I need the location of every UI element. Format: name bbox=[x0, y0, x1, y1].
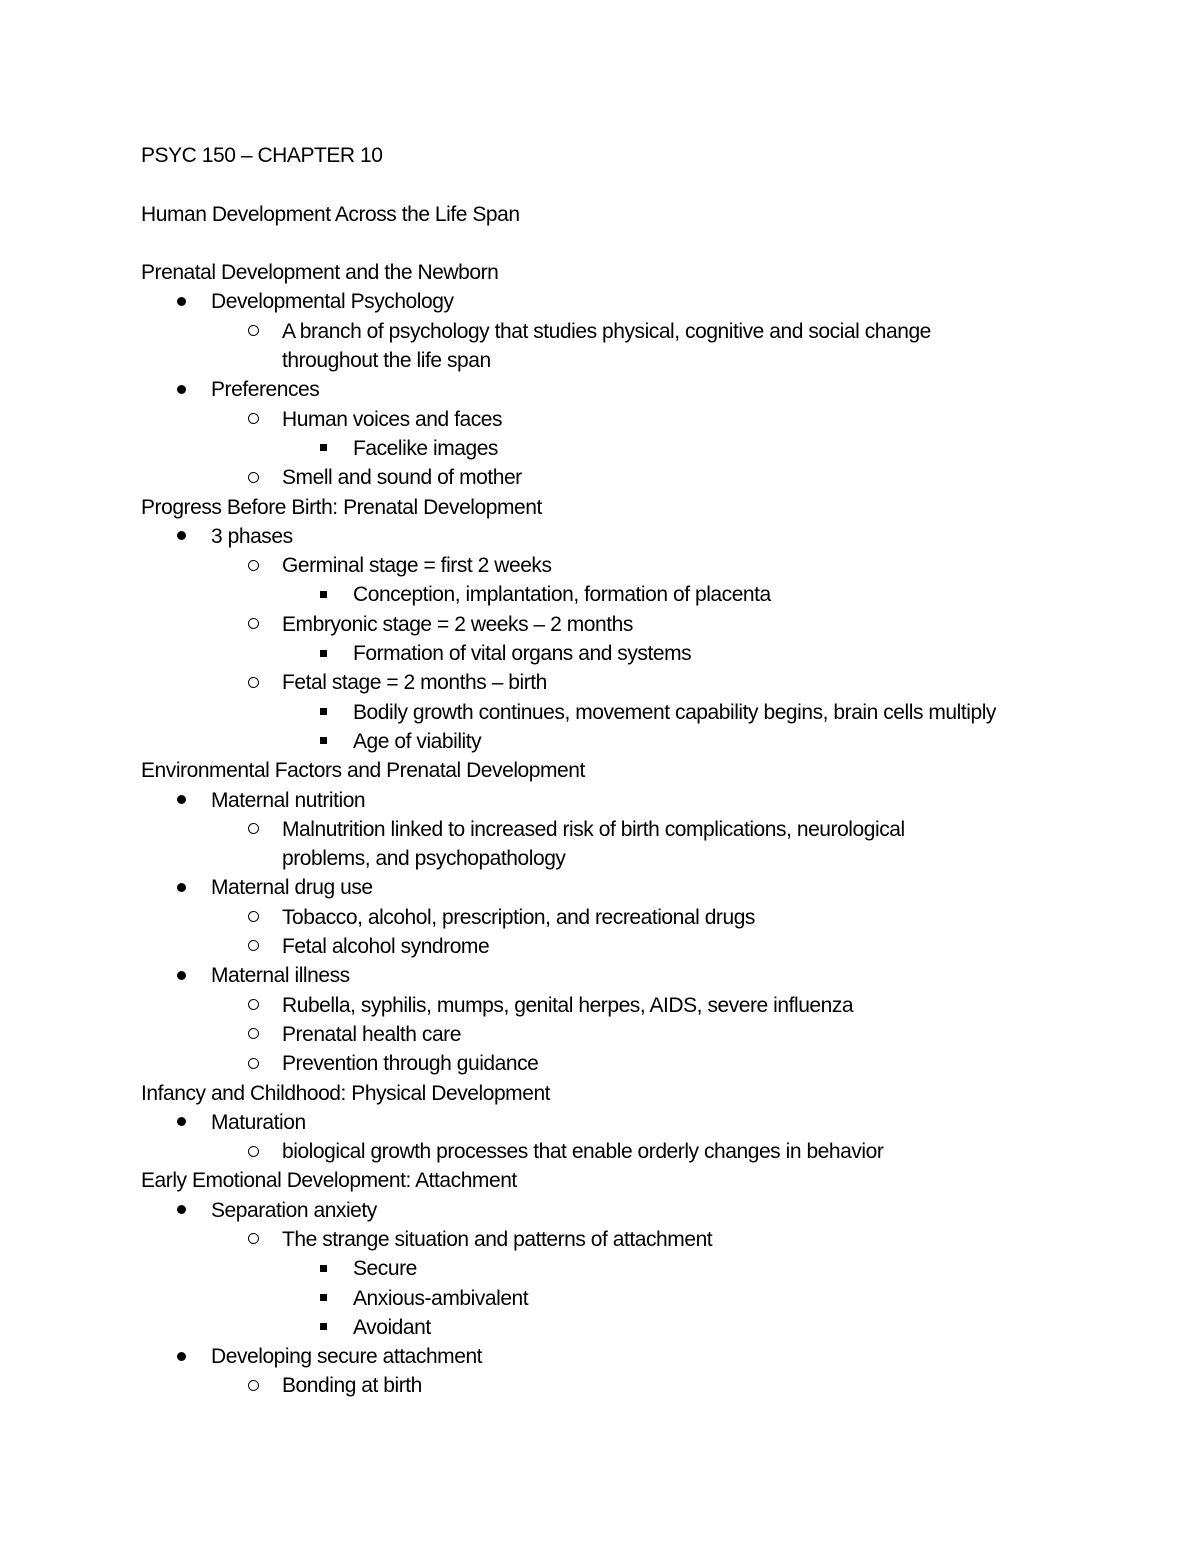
list-item bbox=[141, 346, 1141, 375]
line-text: Maternal illness bbox=[211, 964, 350, 988]
line-text: Bodily growth continues, movement capability begins, brain cells multiply bbox=[353, 700, 996, 724]
line-text: Fetal alcohol syndrome bbox=[282, 935, 490, 959]
blank-line bbox=[141, 170, 1141, 199]
line-text: Preferences bbox=[211, 378, 320, 402]
line-text: Developing secure attachment bbox=[211, 1345, 483, 1369]
bullet-dot-icon bbox=[171, 1342, 191, 1371]
bullet-dot-icon bbox=[171, 522, 191, 551]
chapter-title: Human Development Across the Life Span bbox=[141, 202, 520, 226]
line-text: The strange situation and patterns of attachment bbox=[282, 1227, 713, 1251]
line-text: Facelike images bbox=[353, 436, 498, 460]
bullet-square-icon bbox=[313, 698, 333, 727]
section-heading bbox=[141, 493, 1141, 522]
line-text: Conception, implantation, formation of placenta bbox=[353, 583, 771, 607]
section-heading bbox=[141, 756, 1141, 785]
line-text: Human voices and faces bbox=[282, 407, 503, 431]
list-item bbox=[141, 287, 1141, 316]
line-text: Malnutrition linked to increased risk of birth complications, neurological bbox=[282, 817, 905, 841]
list-item bbox=[141, 903, 1141, 932]
bullet-dot-icon bbox=[171, 1108, 191, 1137]
bullet-circle-icon bbox=[243, 1049, 263, 1078]
line-text: biological growth processes that enable orderly changes in behavior bbox=[282, 1140, 884, 1164]
list-item bbox=[141, 639, 1141, 668]
line-text: Prenatal health care bbox=[282, 1022, 461, 1046]
bullet-dot-icon bbox=[171, 375, 191, 404]
line-text: 3 phases bbox=[211, 524, 293, 548]
line-text: Bonding at birth bbox=[282, 1374, 422, 1398]
list-item bbox=[141, 522, 1141, 551]
bullet-circle-icon bbox=[243, 1020, 263, 1049]
section-heading bbox=[141, 258, 1141, 287]
bullet-circle-icon bbox=[243, 610, 263, 639]
bullet-circle-icon bbox=[243, 815, 263, 844]
bullet-dot-icon bbox=[171, 961, 191, 990]
line-text: Separation anxiety bbox=[211, 1198, 377, 1222]
bullet-circle-icon bbox=[243, 903, 263, 932]
bullet-circle-icon bbox=[243, 991, 263, 1020]
line-text: Infancy and Childhood: Physical Development bbox=[141, 1081, 551, 1105]
line-text: Formation of vital organs and systems bbox=[353, 642, 692, 666]
line-text: Maternal drug use bbox=[211, 876, 373, 900]
document-title: PSYC 150 – CHAPTER 10 bbox=[141, 144, 383, 167]
line-text: Smell and sound of mother bbox=[282, 466, 522, 490]
bullet-dot-icon bbox=[171, 873, 191, 902]
list-item bbox=[141, 786, 1141, 815]
list-item bbox=[141, 580, 1141, 609]
bullet-square-icon bbox=[313, 639, 333, 668]
bullet-circle-icon bbox=[243, 668, 263, 697]
line-text: Secure bbox=[353, 1257, 417, 1281]
list-item bbox=[141, 991, 1141, 1020]
line-text: Maternal nutrition bbox=[211, 788, 366, 812]
line-text: Prenatal Development and the Newborn bbox=[141, 261, 499, 285]
blank-line bbox=[141, 229, 1141, 258]
list-item bbox=[141, 1225, 1141, 1254]
list-item bbox=[141, 1342, 1141, 1371]
line-text: Tobacco, alcohol, prescription, and recreational drugs bbox=[282, 905, 755, 929]
line-text: Age of viability bbox=[353, 729, 482, 753]
list-item bbox=[141, 1020, 1141, 1049]
bullet-circle-icon bbox=[243, 1225, 263, 1254]
list-item bbox=[141, 375, 1141, 404]
section-heading bbox=[141, 1079, 1141, 1108]
line-text: Rubella, syphilis, mumps, genital herpes, AIDS, severe influenza bbox=[282, 993, 854, 1017]
line-text: Environmental Factors and Prenatal Development bbox=[141, 759, 585, 783]
list-item bbox=[141, 1108, 1141, 1137]
line-text: Embryonic stage = 2 weeks – 2 months bbox=[282, 612, 633, 636]
list-item bbox=[141, 1137, 1141, 1166]
section-heading bbox=[141, 1166, 1141, 1195]
list-item bbox=[141, 1254, 1141, 1283]
line-text: Progress Before Birth: Prenatal Development bbox=[141, 495, 542, 519]
line-text: Maturation bbox=[211, 1110, 306, 1134]
bullet-circle-icon bbox=[243, 1137, 263, 1166]
bullet-square-icon bbox=[313, 1313, 333, 1342]
bullet-circle-icon bbox=[243, 405, 263, 434]
line-text: A branch of psychology that studies physical, cognitive and social change bbox=[282, 319, 931, 343]
line-text: problems, and psychopathology bbox=[282, 847, 566, 871]
list-item bbox=[141, 1371, 1141, 1400]
list-item bbox=[141, 844, 1141, 873]
list-item bbox=[141, 1284, 1141, 1313]
bullet-square-icon bbox=[313, 1254, 333, 1283]
line-text: Anxious-ambivalent bbox=[353, 1286, 529, 1310]
bullet-square-icon bbox=[313, 727, 333, 756]
bullet-square-icon bbox=[313, 580, 333, 609]
bullet-circle-icon bbox=[243, 551, 263, 580]
list-item bbox=[141, 961, 1141, 990]
list-item bbox=[141, 610, 1141, 639]
line-text: Avoidant bbox=[353, 1315, 431, 1339]
list-item bbox=[141, 698, 1141, 727]
bullet-circle-icon bbox=[243, 463, 263, 492]
bullet-square-icon bbox=[313, 1284, 333, 1313]
list-item bbox=[141, 551, 1141, 580]
line-text: throughout the life span bbox=[282, 349, 491, 373]
list-item bbox=[141, 815, 1141, 844]
bullet-dot-icon bbox=[171, 287, 191, 316]
bullet-dot-icon bbox=[171, 1196, 191, 1225]
list-item bbox=[141, 1196, 1141, 1225]
line-text: Developmental Psychology bbox=[211, 290, 454, 314]
bullet-square-icon bbox=[313, 434, 333, 463]
bullet-circle-icon bbox=[243, 317, 263, 346]
outline-list bbox=[141, 258, 1141, 1401]
list-item bbox=[141, 463, 1141, 492]
bullet-circle-icon bbox=[243, 932, 263, 961]
list-item bbox=[141, 932, 1141, 961]
list-item bbox=[141, 873, 1141, 902]
line-text: Early Emotional Development: Attachment bbox=[141, 1169, 517, 1193]
list-item bbox=[141, 405, 1141, 434]
bullet-dot-icon bbox=[171, 786, 191, 815]
line-text: Prevention through guidance bbox=[282, 1052, 539, 1076]
list-item bbox=[141, 668, 1141, 697]
line-text: Fetal stage = 2 months – birth bbox=[282, 671, 547, 695]
list-item bbox=[141, 434, 1141, 463]
list-item bbox=[141, 317, 1141, 346]
document-body bbox=[141, 141, 1141, 1401]
list-item bbox=[141, 1313, 1141, 1342]
bullet-circle-icon bbox=[243, 1371, 263, 1400]
list-item bbox=[141, 1049, 1141, 1078]
list-item bbox=[141, 727, 1141, 756]
line-text: Germinal stage = first 2 weeks bbox=[282, 554, 552, 578]
